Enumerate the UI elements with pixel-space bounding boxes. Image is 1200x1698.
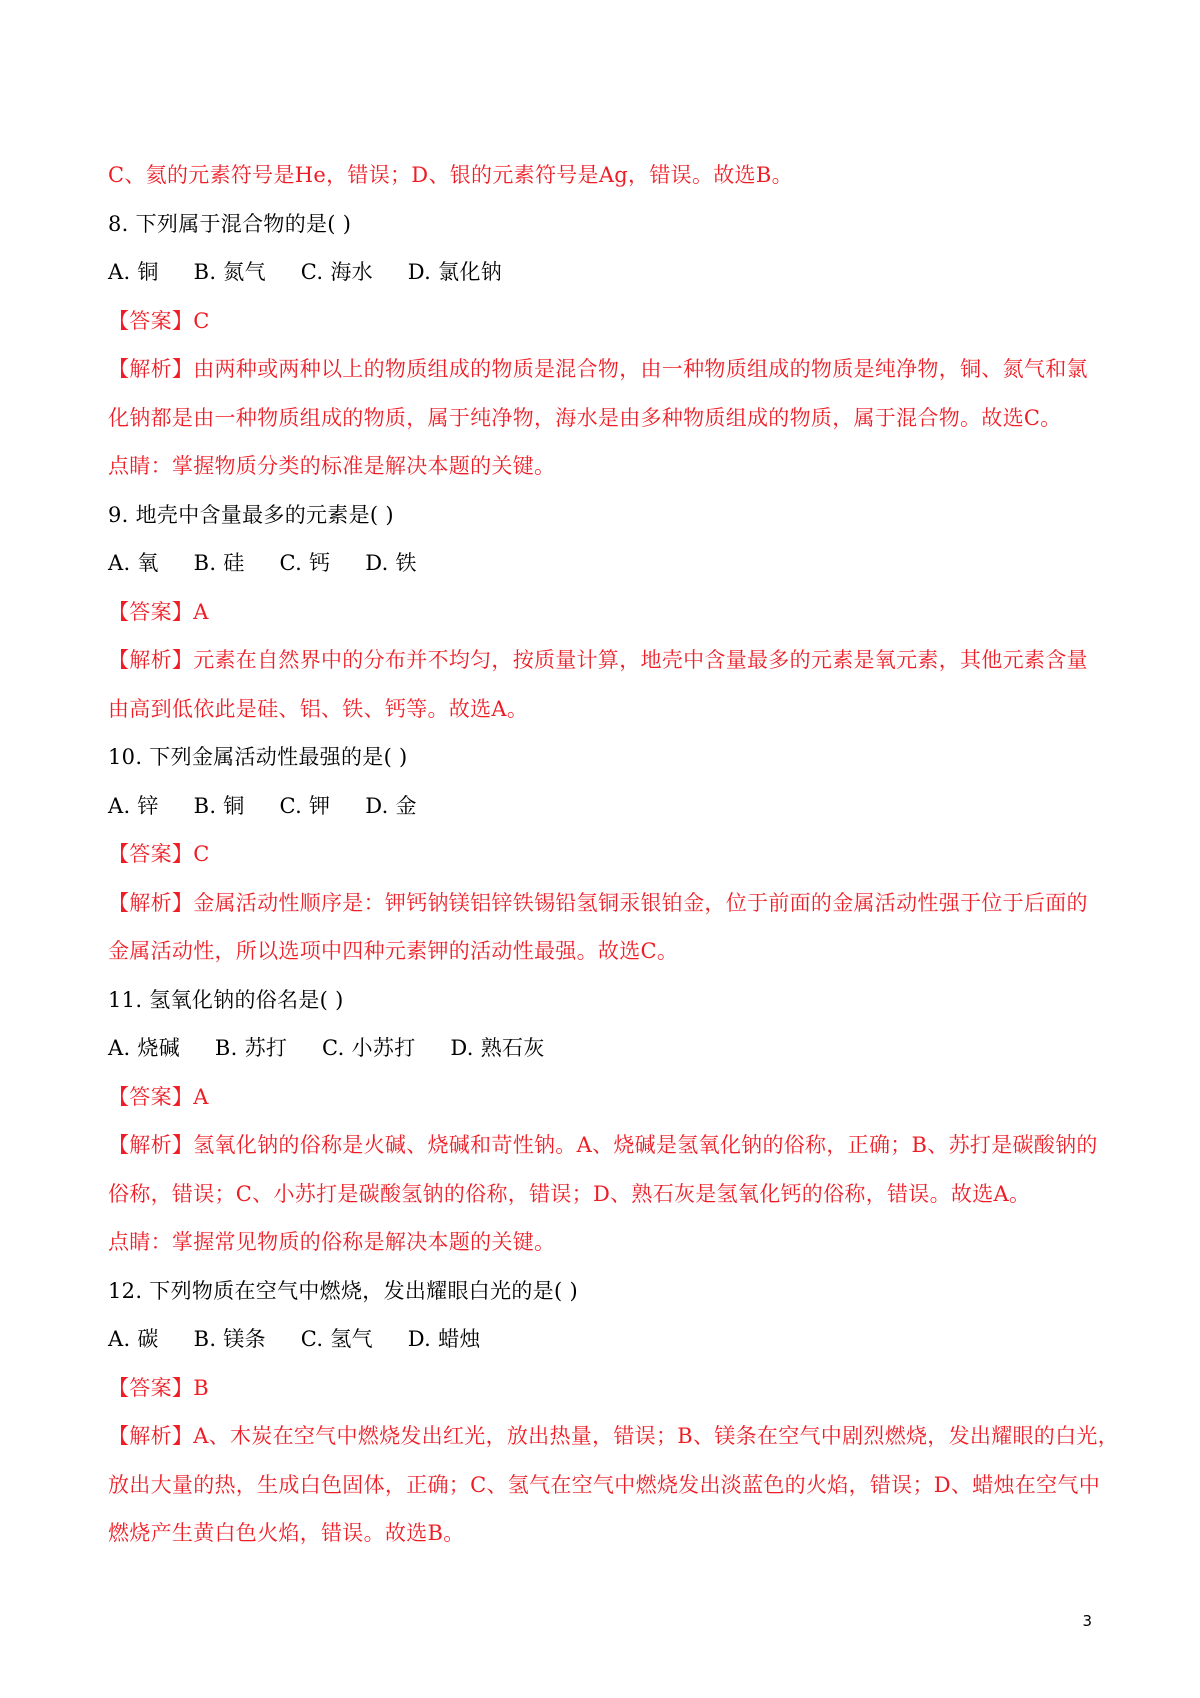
question-11: 11. 氢氧化钠的俗名是( ): [108, 987, 344, 1012]
analysis-11-cont: 俗称，错误；C、小苏打是碳酸氢钠的俗称，错误；D、熟石灰是氢氧化钙的俗称，错误。故选A。: [108, 1181, 1031, 1206]
options-12: A. 碳 B. 镁条 C. 氢气 D. 蜡烛: [108, 1327, 481, 1351]
page-number: 3: [1082, 1612, 1092, 1630]
options-11: A. 烧碱 B. 苏打 C. 小苏打 D. 熟石灰: [108, 1036, 545, 1060]
question-8: 8. 下列属于混合物的是( ): [108, 211, 352, 236]
analysis-8: 【解析】由两种或两种以上的物质组成的物质是混合物，由一种物质组成的物质是纯净物，铜、氮气和氯: [108, 357, 1088, 381]
analysis-10-cont: 金属活动性，所以选项中四种元素钾的活动性最强。故选C。: [108, 939, 679, 963]
answer-9: 【答案】A: [108, 599, 209, 624]
analysis-8-cont: 化钠都是由一种物质组成的物质，属于纯净物，海水是由多种物质组成的物质，属于混合物。故选C。: [108, 405, 1062, 430]
document-body: [108, 151, 1119, 1558]
question-9: 9. 地壳中含量最多的元素是( ): [108, 502, 394, 527]
analysis-10: 【解析】金属活动性顺序是：钾钙钠镁铝锌铁锡铅氢铜汞银铂金，位于前面的金属活动性强于位于后面的: [108, 890, 1088, 915]
question-10: 10. 下列金属活动性最强的是( ): [108, 745, 408, 769]
options-8: A. 铜 B. 氮气 C. 海水 D. 氯化钠: [108, 260, 503, 284]
options-9: A. 氧 B. 硅 C. 钙 D. 铁: [108, 551, 417, 575]
analysis-12: 【解析】A、木炭在空气中燃烧发出红光，放出热量，错误；B、镁条在空气中剧烈燃烧，发出耀眼的白光，: [108, 1424, 1119, 1448]
analysis-9-cont: 由高到低依此是硅、铝、铁、钙等。故选A。: [108, 696, 529, 721]
tip-8: 点睛：掌握物质分类的标准是解决本题的关键。: [108, 454, 556, 478]
answer-10: 【答案】C: [108, 842, 210, 866]
analysis-9: 【解析】元素在自然界中的分布并不均匀，按质量计算，地壳中含量最多的元素是氧元素，其他元素含量: [108, 648, 1088, 672]
analysis-12-cont2: 燃烧产生黄白色火焰，错误。故选B。: [108, 1521, 465, 1545]
tip-11: 点睛：掌握常见物质的俗称是解决本题的关键。: [108, 1230, 556, 1254]
answer-12: 【答案】B: [108, 1375, 209, 1400]
question-12: 12. 下列物质在空气中燃烧，发出耀眼白光的是( ): [108, 1278, 578, 1303]
analysis-11: 【解析】氢氧化钠的俗称是火碱、烧碱和苛性钠。A、烧碱是氢氧化钠的俗称，正确；B、苏打是碳酸钠的: [108, 1133, 1098, 1157]
options-10: A. 锌 B. 铜 C. 钾 D. 金: [108, 793, 417, 818]
answer-8: 【答案】C: [108, 308, 210, 333]
text-line: C、氦的元素符号是He，错误；D、银的元素符号是Ag，错误。故选B。: [108, 163, 793, 187]
answer-11: 【答案】A: [108, 1084, 209, 1109]
analysis-12-cont: 放出大量的热，生成白色固体，正确；C、氢气在空气中燃烧发出淡蓝色的火焰，错误；D、蜡烛在空气中: [108, 1472, 1101, 1497]
